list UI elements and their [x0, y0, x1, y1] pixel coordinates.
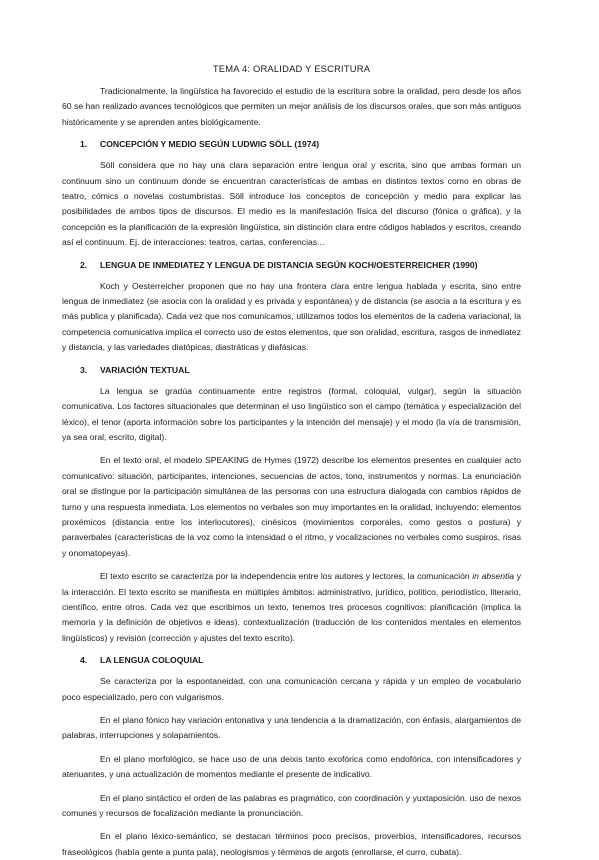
- body-paragraph: Söll considera que no hay una clara separación entre lengua oral y escrita, sino que ambas forman un continuum sino un continuum donde se encuentran características de ambas en distintos textos como en obras de teatro, cómics o novelas costumbristas. Söll introduce los conceptos de concepción y medio para explicar las posibilidades de ambos tipos de discursos. El medio es la manifestación física del discurso (fónica o gráfica), y la concepción es la planificación de la expresión lingüística, sin distinción clara entre códigos hablados y escritos, creando así el continuum. Ej. de interacciones: teatros, cartas, conferencias...: [62, 160, 521, 248]
- section-number: 3.: [80, 364, 88, 375]
- body-paragraph: Se caracteriza por la espontaneidad, con una comunicación cercana y rápida y un empleo de vocabulario poco especializado, pero con vulgarismos.: [62, 676, 521, 702]
- intro-paragraph: Tradicionalmente, la lingüística ha favorecido el estudio de la escritura sobre la oralidad, pero desde los años 60 se han realizado avances tecnológicos que permiten un mejor análisis de los discursos orales, que son más antiguos históricamente y se aprenden antes biológicamente.: [62, 86, 521, 127]
- section-title: VARIACIÓN TEXTUAL: [100, 364, 190, 375]
- section-title: LA LENGUA COLOQUIAL: [100, 655, 204, 666]
- body-paragraph: El texto escrito se caracteriza por la independencia entre los autores y lectores, la comunicación in absentia y la interacción. El texto escrito se manifiesta en múltiples ámbitos: administrativo, jurídico, político, periodístico, literario, científico, entre otros. Cada vez que escribimos un texto, tenemos tres procesos cognitivos: planificación (implica la memoria y la definición de objetivos e ideas), contextualización (traducción de los contenidos mentales en elementos lingüísticos) y revisión (corrección y ajustes del texto escrito).: [62, 571, 521, 643]
- body-paragraph: En el plano sintáctico el orden de las palabras es pragmático, con coordinación y yuxtaposición. uso de nexos comunes y recursos de focalización mediante la pronunciación.: [62, 792, 521, 819]
- section-heading: [62, 654, 521, 666]
- body-paragraph: En el plano morfológico, se hace uso de una deixis tanto exofórica como endofórica, con intensificadores y atenuantes, y una actualización de momentos mediante el presente de indicativo.: [62, 753, 521, 780]
- section-number: 4.: [80, 655, 88, 666]
- section-title: LENGUA DE INMEDIATEZ Y LENGUA DE DISTANCIA SEGÚN KOCH/OESTERREICHER (1990): [100, 259, 478, 270]
- section-title: CONCEPCIÓN Y MEDIO SEGÚN LUDWIG SÖLL (1974): [100, 139, 320, 150]
- body-paragraph: La lengua se gradúa continuamente entre registros (formal, coloquial, vulgar), según la situación comunicativa. Los factores situacionales que determinan el uso lingüístico son el campo (temática y especialización del léxico), el tenor (aporta información sobre los participantes y la intención del mensaje) y el modo (la vía de transmisión, ya sea oral, escrito, digital).: [62, 385, 521, 442]
- section-number: 2.: [80, 259, 88, 270]
- section-heading: [62, 138, 521, 150]
- section-heading: [62, 259, 521, 271]
- body-paragraph: En el plano fónico hay variación entonativa y una tendencia a la dramatización, con énfasis, alargamientos de palabras, interrupciones y solapamientos.: [62, 715, 521, 741]
- document-title: TEMA 4: ORALIDAD Y ESCRITURA: [212, 63, 371, 74]
- body-paragraph: Koch y Oesterreicher proponen que no hay una frontera clara entre lengua hablada y escrita, sino entre lengua de inmediatez (se asocia con la oralidad y es privada y espontánea) y de distancia (se asocia a la escritura y es más publica y planificada). Cada vez que nos comunicamos, utilizamos todos los elementos de la cadena variacional, la competencia comunicativa implica el correcto uso de estos elementos, que son oralidad, escritura, rasgos de inmediatez y distancia, y las variedades diatópicas, diastráticas y diafásicas.: [62, 280, 521, 353]
- section-heading: [62, 364, 521, 376]
- body-paragraph: En el plano léxico-semántico, se destacan términos poco precisos, proverbios, intensificadores, recursos fraseológicos (había gente a punta pala), neologismos y términos de argots (enrollarse, el curro, cubata).: [62, 831, 521, 857]
- italic-term: in absentia: [472, 571, 515, 582]
- section-number: 1.: [80, 139, 88, 150]
- body-paragraph: En el texto oral, el modelo SPEAKING de Hymes (1972) describe los elementos presentes en cualquier acto comunicativo: situación, participantes, intenciones, secuencias de actos, tono, instrumentos y normas. La enunciación oral se distingue por la participación simultánea de las personas con una estructura dialogada con cambios rápidos de turno y una respuesta inmediata. Los elementos no verbales son muy importantes en la oralidad, incluyendo: elementos proxémicos (distancia entre los interlocutores), cinésicos (movimientos corporales, como gestos o postura) y paraverbales (características de la voz como la intensidad o el ritmo, y vocalizaciones no verbales como suspiros, risas y onomatopeyas).: [62, 455, 521, 558]
